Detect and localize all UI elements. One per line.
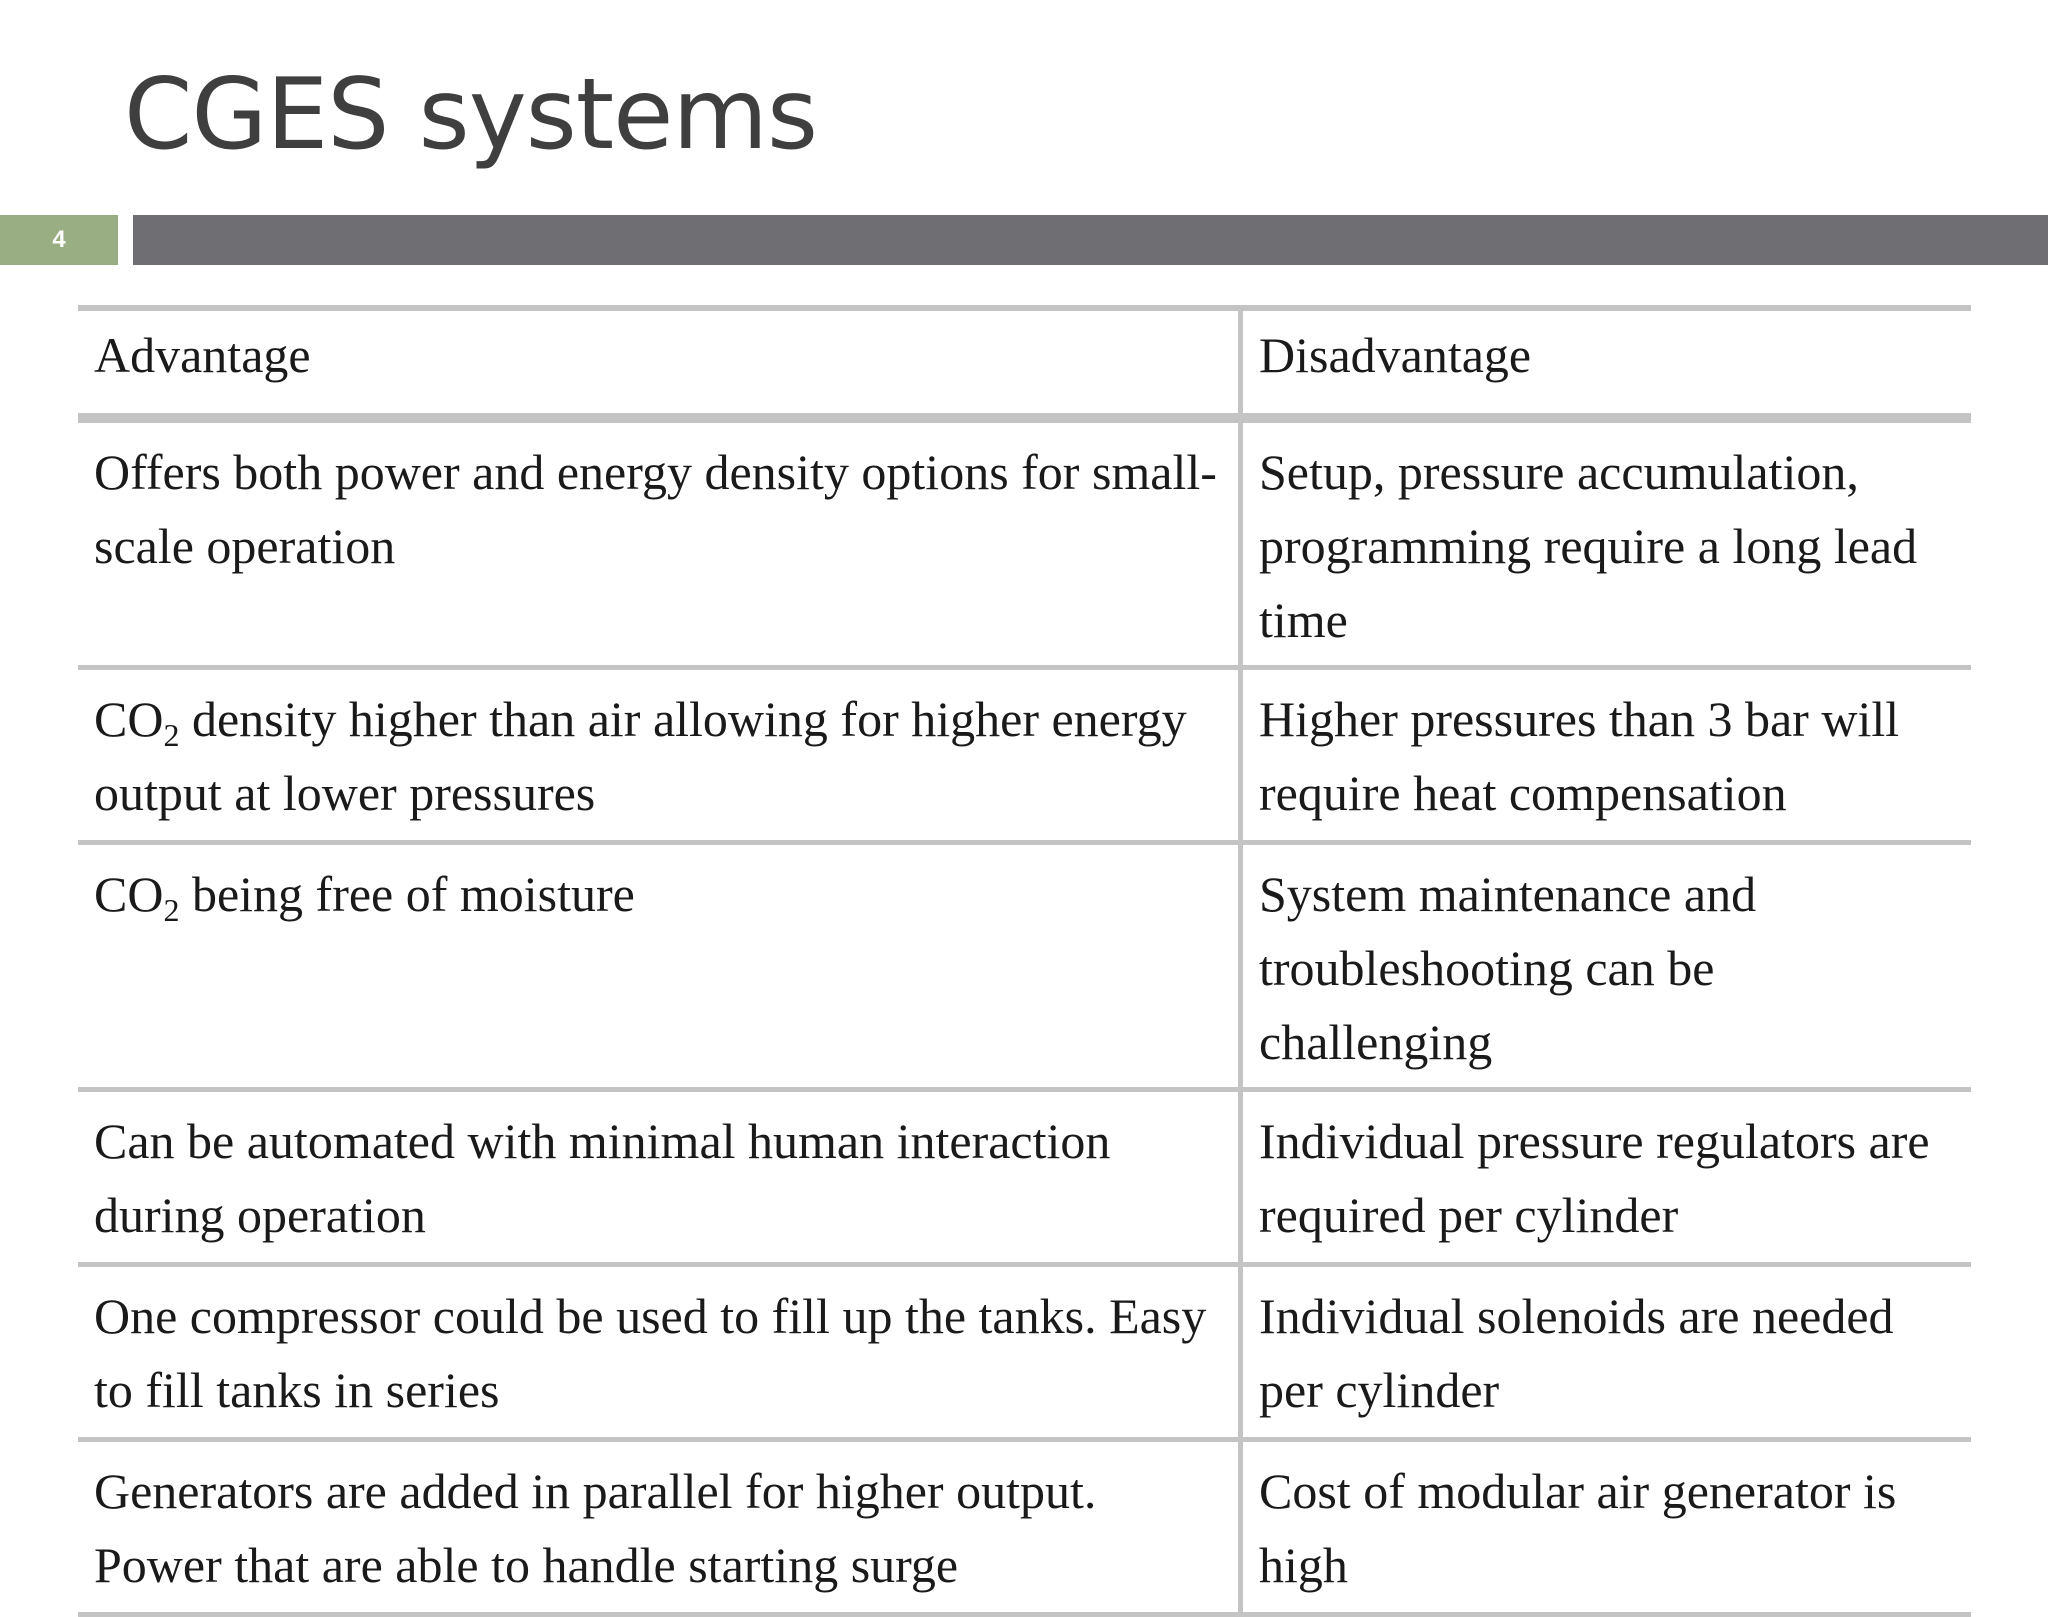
subscript-2: 2	[163, 717, 180, 753]
advantage-text: density higher than air allowing for higher energy output at lower pressures	[94, 691, 1187, 821]
table-row	[78, 1440, 1971, 1615]
advantage-text: being free of moisture	[179, 866, 635, 922]
advantage-cell: One compressor could be used to fill up the tanks. Easy to fill tanks in series	[78, 1265, 1241, 1440]
advantage-cell: Offers both power and energy density options for small-scale operation	[78, 418, 1241, 668]
co2-text: CO	[94, 691, 164, 747]
title-divider-bar	[133, 215, 2048, 265]
table-row	[78, 418, 1971, 668]
comparison-table	[78, 305, 1971, 1617]
table-header-row	[78, 308, 1971, 418]
table-row	[78, 668, 1971, 843]
header-advantage: Advantage	[78, 308, 1241, 418]
subscript-2: 2	[163, 892, 180, 928]
slide-title: CGES systems	[124, 58, 817, 172]
table-row	[78, 1265, 1971, 1440]
advantage-cell	[78, 668, 1241, 843]
table-row	[78, 1090, 1971, 1265]
table-row	[78, 843, 1971, 1090]
disadvantage-cell: System maintenance and troubleshooting can be challenging	[1241, 843, 1972, 1090]
disadvantage-cell: Individual solenoids are needed per cylinder	[1241, 1265, 1972, 1440]
disadvantage-cell: Setup, pressure accumulation, programming require a long lead time	[1241, 418, 1972, 668]
slide-number-badge: 4	[0, 215, 118, 265]
advantage-cell	[78, 843, 1241, 1090]
advantage-cell: Can be automated with minimal human interaction during operation	[78, 1090, 1241, 1265]
header-disadvantage: Disadvantage	[1241, 308, 1972, 418]
disadvantage-cell: Higher pressures than 3 bar will require heat compensation	[1241, 668, 1972, 843]
disadvantage-cell: Individual pressure regulators are required per cylinder	[1241, 1090, 1972, 1265]
advantage-cell: Generators are added in parallel for higher output. Power that are able to handle starting surge	[78, 1440, 1241, 1615]
co2-text: CO	[94, 866, 164, 922]
disadvantage-cell: Cost of modular air generator is high	[1241, 1440, 1972, 1615]
